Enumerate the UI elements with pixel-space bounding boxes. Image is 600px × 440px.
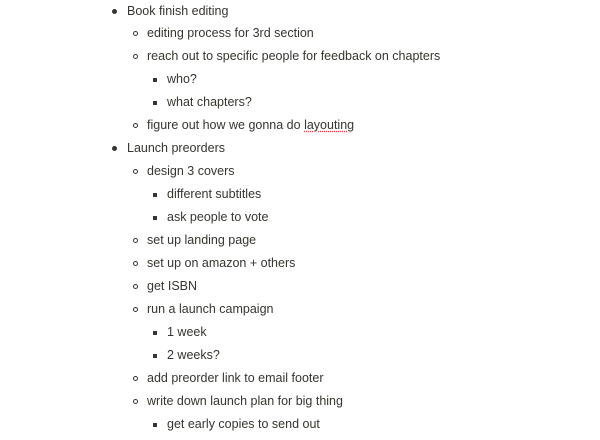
list-item-text[interactable]	[147, 114, 354, 137]
square-bullet-icon	[150, 68, 160, 91]
list-item-text[interactable]: set up on amazon + others	[147, 256, 296, 270]
hollow-circle-bullet-icon	[130, 114, 140, 137]
filled-circle-bullet-icon	[109, 0, 119, 23]
list-item-text[interactable]: editing process for 3rd section	[147, 26, 314, 40]
list-item-text[interactable]: set up landing page	[147, 233, 257, 247]
list-item-text[interactable]: ask people to vote	[167, 210, 269, 224]
square-bullet-icon	[150, 206, 160, 229]
square-bullet-icon	[150, 183, 160, 206]
list-item-text-plain: figure out how we gonna do	[147, 118, 305, 132]
list-item-text[interactable]: 2 weeks?	[167, 348, 220, 362]
list-item-text[interactable]: different subtitles	[167, 187, 262, 201]
filled-circle-bullet-icon	[109, 137, 119, 160]
list-item-text[interactable]: Book finish editing	[127, 4, 229, 18]
list-item-text[interactable]: what chapters?	[167, 95, 252, 109]
list-item-text[interactable]: who?	[167, 72, 197, 86]
hollow-circle-bullet-icon	[130, 22, 140, 45]
list-item-text[interactable]: run a launch campaign	[147, 302, 274, 316]
list-item-text[interactable]: reach out to specific people for feedback on chapters	[147, 49, 441, 63]
hollow-circle-bullet-icon	[130, 298, 140, 321]
list-item-text[interactable]: write down launch plan for big thing	[147, 394, 343, 408]
square-bullet-icon	[150, 413, 160, 436]
square-bullet-icon	[150, 321, 160, 344]
square-bullet-icon	[150, 344, 160, 367]
misspelled-word[interactable]: layouting	[304, 118, 355, 132]
list-item-text[interactable]: Launch preorders	[127, 141, 225, 155]
square-bullet-icon	[150, 91, 160, 114]
hollow-circle-bullet-icon	[130, 275, 140, 298]
hollow-circle-bullet-icon	[130, 390, 140, 413]
list-item-text[interactable]: design 3 covers	[147, 164, 235, 178]
hollow-circle-bullet-icon	[130, 45, 140, 68]
list-item-text[interactable]: get ISBN	[147, 279, 198, 293]
hollow-circle-bullet-icon	[130, 367, 140, 390]
list-item-text[interactable]: get early copies to send out	[167, 417, 320, 431]
list-item-text[interactable]: 1 week	[167, 325, 207, 339]
hollow-circle-bullet-icon	[130, 229, 140, 252]
list-item-text[interactable]: add preorder link to email footer	[147, 371, 324, 385]
hollow-circle-bullet-icon	[130, 160, 140, 183]
hollow-circle-bullet-icon	[130, 252, 140, 275]
